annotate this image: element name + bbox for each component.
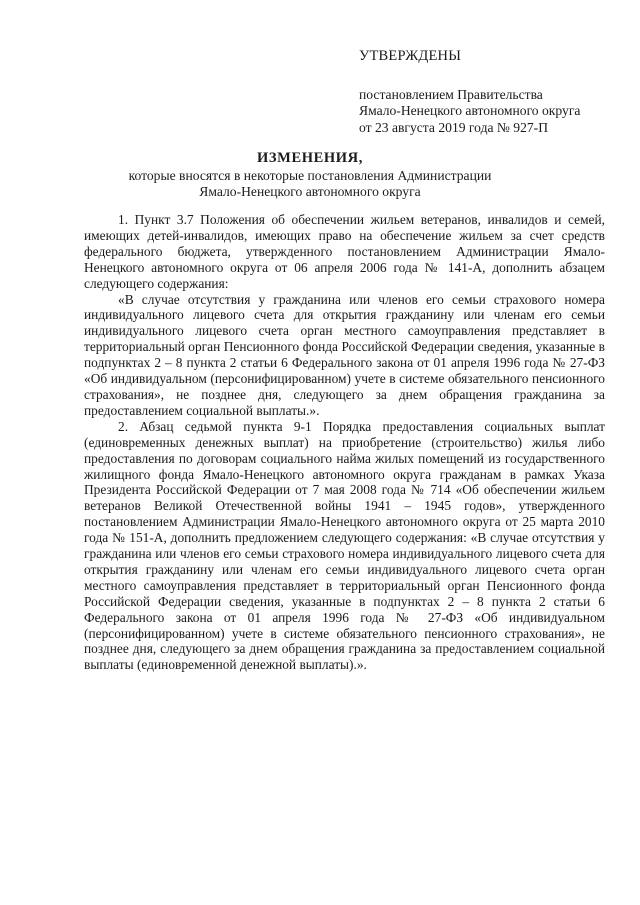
approval-line: от 23 августа 2019 года № 927-П [359,119,549,135]
document-title: ИЗМЕНЕНИЯ, [257,150,363,166]
approval-line: постановлением Правительства [359,86,543,102]
body-paragraph: 1. Пункт 3.7 Положения об обеспечении жильем ветеранов, инвалидов и семей, имеющих детей-инвалидов, имеющих право на обеспечение жильем за счет средств федерального бюджета, утвержденного постановлением Администрации Ямало-Ненецкого автономного округа от 06 апреля 2006 года № 141-А, дополнить абзацем следующего содержания: [84,212,605,291]
document-body [84,212,605,673]
approval-line: Ямало-Ненецкого автономного округа [359,103,581,118]
body-paragraph: «В случае отсутствия у гражданина или членов его семьи страхового номера индивидуального лицевого счета для открытия гражданину или членам его семьи индивидуального лицевого счета орган местного самоуправления представляет в территориальный орган Пенсионного фонда Российской Федерации сведения, указанные в подпунктах 2 – 8 пункта 2 статьи 6 Федерального закона от 01 апреля 1996 года № 27-ФЗ «Об индивидуальном (персонифицированном) учете в системе обязательного пенсионного страхования», не позднее дня, следующего за днем обращения гражданина за предоставлением социальной выплаты.». [84,291,605,418]
document-subtitle-line: Ямало-Ненецкого автономного округа [199,184,421,199]
document-subtitle-line: которые вносятся в некоторые постановления Администрации [128,167,492,183]
document-heading [60,150,560,201]
approval-block [359,48,619,136]
body-paragraph: 2. Абзац седьмой пункта 9-1 Порядка предоставления социальных выплат (единовременных денежных выплат) на приобретение (строительство) жилья либо предоставления по договорам социального найма жилых помещений из государственного жилищного фонда Ямало-Ненецкого автономного округа гражданам в рамках Указа Президента Российской Федерации от 7 мая 2008 года № 714 «Об обеспечении жильем ветеранов Великой Отечественной войны 1941 – 1945 годов», утвержденного постановлением Администрации Ямало-Ненецкого автономного округа от 25 марта 2010 года № 151-А, дополнить предложением следующего содержания: «В случае отсутствия у гражданина или членов его семьи страхового номера индивидуального лицевого счета для открытия гражданину или членам его семьи индивидуального лицевого счета орган местного самоуправления представляет в территориальный орган Пенсионного фонда Российской Федерации сведения, указанные в подпунктах 2 – 8 пункта 2 статьи 6 Федерального закона от 01 апреля 1996 года № 27-ФЗ «Об индивидуальном (персонифицированном) учете в системе обязательного пенсионного страхования», не позднее дня, следующего за днем обращения гражданина за предоставлением социальной выплаты (единовременной денежной выплаты).». [84,418,605,673]
approval-title: УТВЕРЖДЕНЫ [359,48,462,64]
